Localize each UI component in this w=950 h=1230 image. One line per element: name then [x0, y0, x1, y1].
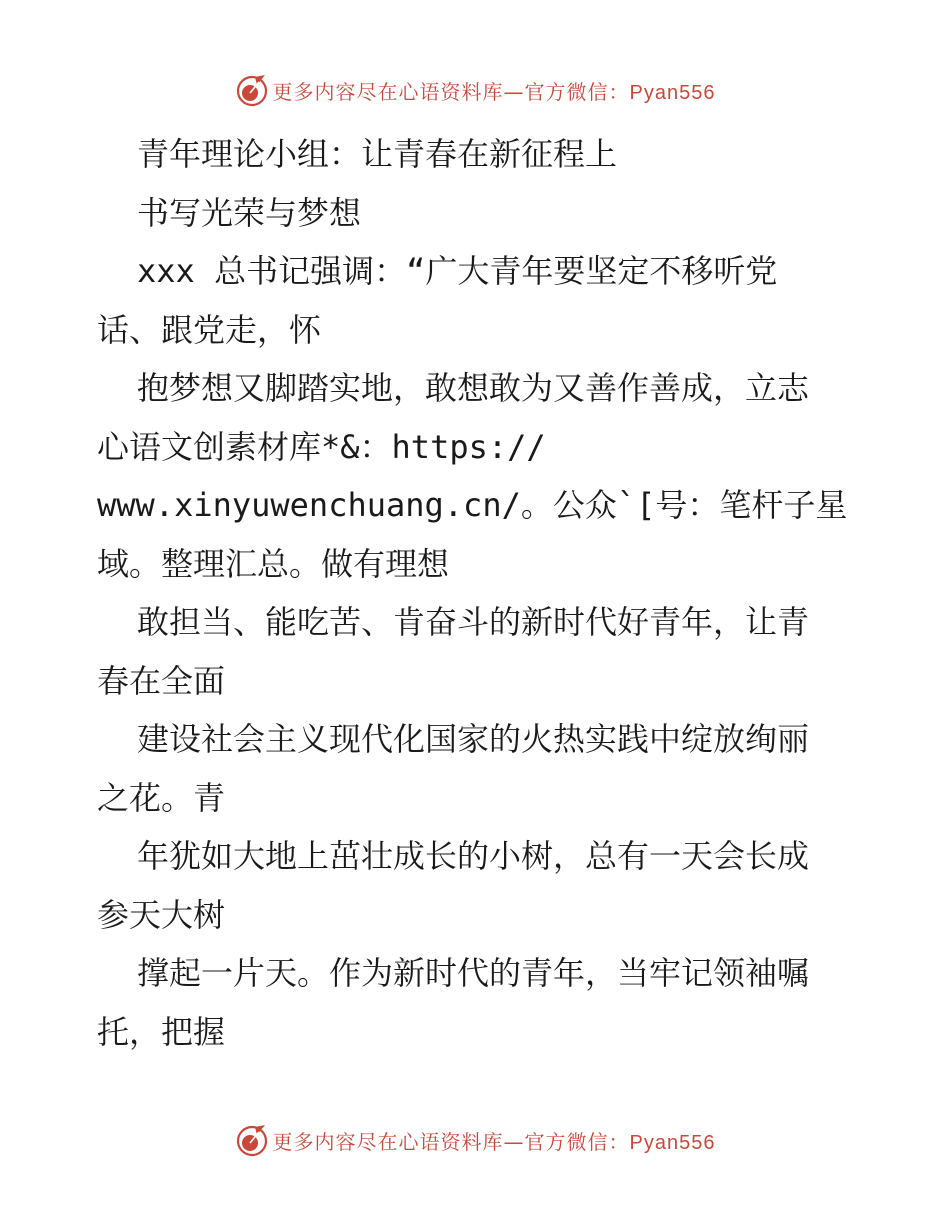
- doc-line: 青年理论小组：让青春在新征程上: [137, 135, 618, 173]
- footer-banner: [0, 1120, 950, 1160]
- quill-pen-icon: [235, 73, 269, 107]
- doc-line: 书写光荣与梦想: [137, 193, 362, 232]
- doc-line: 域。整理汇总。做有理想: [97, 544, 450, 583]
- doc-line: 抱梦想又脚踏实地，敢想敢为又善作善成，立志: [137, 369, 810, 407]
- wechat-id: Pyan556: [629, 81, 716, 104]
- doc-line: 参天大树: [97, 895, 226, 934]
- quill-pen-icon: [235, 1123, 269, 1157]
- doc-line: www.xinyuwenchuang.cn/。公众`[号：笔杆子星: [97, 486, 848, 524]
- doc-line: 建设社会主义现代化国家的火热实践中绽放绚丽: [137, 720, 810, 758]
- doc-line: 话、跟党走，怀: [97, 310, 322, 349]
- doc-line: 春在全面: [97, 661, 226, 700]
- doc-line: 撑起一片天。作为新时代的青年，当牢记领袖嘱: [137, 954, 810, 992]
- doc-line: 之花。青: [97, 778, 226, 817]
- header-banner-text: 更多内容尽在心语资料库—官方微信：Pyan556: [272, 79, 716, 104]
- doc-line: 敢担当、能吃苦、肯奋斗的新时代好青年，让青: [137, 603, 810, 641]
- doc-line: 心语文创素材库*&：https://: [97, 427, 546, 466]
- header-banner: [0, 70, 950, 110]
- doc-line: xxx 总书记强调：“广大青年要坚定不移听党: [137, 252, 778, 290]
- document-body: [97, 125, 857, 1061]
- footer-banner-text: 更多内容尽在心语资料库—官方微信：Pyan556: [272, 1129, 716, 1154]
- doc-line: 托，把握: [97, 1012, 226, 1051]
- doc-line: 年犹如大地上茁壮成长的小树，总有一天会长成: [137, 837, 810, 875]
- wechat-id: Pyan556: [629, 1131, 716, 1154]
